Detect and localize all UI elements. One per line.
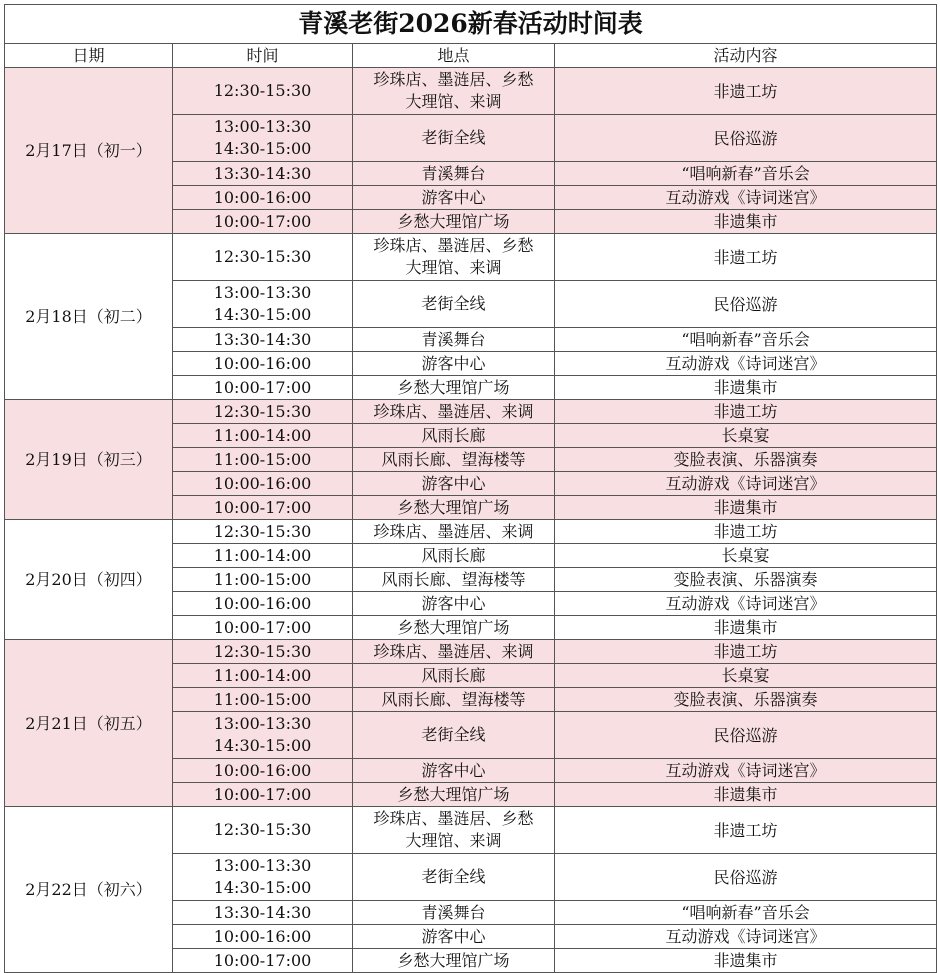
- place-line: 游客中心: [421, 926, 486, 946]
- content-cell: 变脸表演、乐器演奏: [555, 688, 937, 712]
- time-cell: [173, 901, 353, 925]
- content-cell: 长桌宴: [555, 664, 937, 688]
- date-cell: 2月22日（初六）: [5, 807, 173, 973]
- table-row: [5, 234, 937, 281]
- time-cell: [173, 592, 353, 616]
- date-cell: 2月17日（初一）: [5, 68, 173, 234]
- place-cell: [353, 281, 555, 328]
- place-cell: [353, 712, 555, 759]
- place-line: 风雨长廊、望海楼等: [381, 449, 526, 469]
- place-cell: [353, 925, 555, 949]
- time-line: 13:30-14:30: [213, 902, 312, 922]
- time-cell: [173, 496, 353, 520]
- content-cell: 民俗巡游: [555, 854, 937, 901]
- place-cell: [353, 759, 555, 783]
- place-cell: [353, 376, 555, 400]
- place-line: 游客中心: [421, 187, 486, 207]
- place-cell: [353, 448, 555, 472]
- table-row: [5, 520, 937, 544]
- time-cell: [173, 352, 353, 376]
- place-line: 乡愁大理馆广场: [397, 211, 510, 231]
- time-cell: [173, 688, 353, 712]
- time-cell: [173, 448, 353, 472]
- content-cell: 非遗工坊: [555, 807, 937, 854]
- place-line: 大理馆、来调: [405, 258, 502, 277]
- place-line: 游客中心: [421, 593, 486, 613]
- place-line: 风雨长廊: [421, 665, 486, 685]
- time-line: 10:00-16:00: [213, 353, 312, 373]
- place-line: 乡愁大理馆广场: [397, 377, 510, 397]
- time-line: 11:00-14:00: [213, 545, 312, 565]
- time-line: 10:00-17:00: [213, 211, 312, 231]
- time-cell: [173, 783, 353, 807]
- content-cell: 非遗工坊: [555, 400, 937, 424]
- time-cell: [173, 424, 353, 448]
- content-cell: 非遗集市: [555, 616, 937, 640]
- time-line: 10:00-17:00: [213, 950, 312, 970]
- time-line: 13:00-13:30: [213, 283, 312, 302]
- place-line: 游客中心: [421, 760, 486, 780]
- place-line: 乡愁大理馆广场: [397, 950, 510, 970]
- time-cell: [173, 234, 353, 281]
- table-row: [5, 68, 937, 115]
- content-cell: 非遗集市: [555, 949, 937, 973]
- time-cell: [173, 162, 353, 186]
- place-cell: [353, 496, 555, 520]
- place-line: 乡愁大理馆广场: [397, 617, 510, 637]
- time-line: 10:00-17:00: [213, 784, 312, 804]
- time-line: 13:00-13:30: [213, 117, 312, 136]
- time-line: 10:00-16:00: [213, 760, 312, 780]
- time-cell: [173, 712, 353, 759]
- content-cell: 变脸表演、乐器演奏: [555, 568, 937, 592]
- header-content: 活动内容: [555, 44, 937, 68]
- place-line: 珍珠店、墨涟居、乡愁: [373, 70, 534, 89]
- content-cell: 长桌宴: [555, 544, 937, 568]
- time-line: 12:30-15:30: [213, 81, 312, 100]
- time-line: 14:30-15:00: [213, 305, 312, 324]
- time-line: 12:30-15:30: [213, 641, 312, 661]
- content-cell: 非遗集市: [555, 376, 937, 400]
- header-time: 时间: [173, 44, 353, 68]
- time-cell: [173, 568, 353, 592]
- schedule-table: [4, 4, 937, 973]
- content-cell: 非遗集市: [555, 783, 937, 807]
- time-line: 13:00-13:30: [213, 856, 312, 875]
- place-line: 珍珠店、墨涟居、来调: [373, 521, 534, 541]
- time-cell: [173, 544, 353, 568]
- place-cell: [353, 328, 555, 352]
- place-cell: [353, 186, 555, 210]
- place-line: 风雨长廊: [421, 425, 486, 445]
- place-line: 老街全线: [421, 128, 486, 147]
- content-cell: 民俗巡游: [555, 712, 937, 759]
- time-cell: [173, 472, 353, 496]
- schedule-sheet: [4, 4, 936, 973]
- schedule-title: 青溪老街2026新春活动时间表: [5, 5, 937, 44]
- place-line: 珍珠店、墨涟居、乡愁: [373, 809, 534, 828]
- place-cell: [353, 520, 555, 544]
- place-cell: [353, 688, 555, 712]
- place-line: 老街全线: [421, 294, 486, 313]
- place-cell: [353, 472, 555, 496]
- time-cell: [173, 400, 353, 424]
- content-cell: 互动游戏《诗词迷宫》: [555, 592, 937, 616]
- place-cell: [353, 544, 555, 568]
- place-line: 珍珠店、墨涟居、乡愁: [373, 236, 534, 255]
- content-cell: 民俗巡游: [555, 115, 937, 162]
- place-cell: [353, 424, 555, 448]
- place-cell: [353, 807, 555, 854]
- place-cell: [353, 854, 555, 901]
- time-line: 12:30-15:30: [213, 820, 312, 839]
- time-line: 11:00-15:00: [213, 569, 312, 589]
- time-cell: [173, 949, 353, 973]
- time-cell: [173, 68, 353, 115]
- time-cell: [173, 925, 353, 949]
- time-cell: [173, 210, 353, 234]
- time-line: 12:30-15:30: [213, 247, 312, 266]
- schedule-body: [5, 68, 937, 973]
- time-line: 11:00-15:00: [213, 689, 312, 709]
- content-cell: 非遗工坊: [555, 234, 937, 281]
- content-cell: 互动游戏《诗词迷宫》: [555, 472, 937, 496]
- time-line: 12:30-15:30: [213, 521, 312, 541]
- time-line: 11:00-15:00: [213, 449, 312, 469]
- date-cell: 2月18日（初二）: [5, 234, 173, 400]
- place-cell: [353, 115, 555, 162]
- table-row: [5, 640, 937, 664]
- place-line: 乡愁大理馆广场: [397, 784, 510, 804]
- time-line: 13:30-14:30: [213, 163, 312, 183]
- time-cell: [173, 854, 353, 901]
- content-cell: 变脸表演、乐器演奏: [555, 448, 937, 472]
- time-line: 10:00-16:00: [213, 473, 312, 493]
- time-line: 10:00-16:00: [213, 593, 312, 613]
- place-line: 风雨长廊、望海楼等: [381, 569, 526, 589]
- time-line: 13:00-13:30: [213, 714, 312, 733]
- time-line: 10:00-17:00: [213, 377, 312, 397]
- time-cell: [173, 640, 353, 664]
- time-cell: [173, 186, 353, 210]
- place-cell: [353, 592, 555, 616]
- place-cell: [353, 210, 555, 234]
- date-cell: 2月21日（初五）: [5, 640, 173, 807]
- time-cell: [173, 281, 353, 328]
- place-cell: [353, 352, 555, 376]
- time-line: 14:30-15:00: [213, 736, 312, 755]
- place-line: 珍珠店、墨涟居、来调: [373, 641, 534, 661]
- time-cell: [173, 807, 353, 854]
- content-cell: 互动游戏《诗词迷宫》: [555, 186, 937, 210]
- content-cell: 非遗集市: [555, 496, 937, 520]
- place-cell: [353, 162, 555, 186]
- date-cell: 2月20日（初四）: [5, 520, 173, 640]
- place-line: 青溪舞台: [421, 163, 486, 183]
- place-line: 青溪舞台: [421, 329, 486, 349]
- content-cell: 互动游戏《诗词迷宫》: [555, 759, 937, 783]
- time-cell: [173, 115, 353, 162]
- place-cell: [353, 640, 555, 664]
- content-cell: “唱响新春”音乐会: [555, 901, 937, 925]
- content-cell: 长桌宴: [555, 424, 937, 448]
- place-cell: [353, 234, 555, 281]
- content-cell: 非遗工坊: [555, 640, 937, 664]
- place-line: 大理馆、来调: [405, 92, 502, 111]
- header-place: 地点: [353, 44, 555, 68]
- date-cell: 2月19日（初三）: [5, 400, 173, 520]
- time-cell: [173, 759, 353, 783]
- content-cell: “唱响新春”音乐会: [555, 328, 937, 352]
- place-cell: [353, 616, 555, 640]
- place-cell: [353, 664, 555, 688]
- place-line: 青溪舞台: [421, 902, 486, 922]
- time-line: 13:30-14:30: [213, 329, 312, 349]
- content-cell: 非遗工坊: [555, 520, 937, 544]
- place-line: 珍珠店、墨涟居、来调: [373, 401, 534, 421]
- content-cell: 互动游戏《诗词迷宫》: [555, 352, 937, 376]
- place-line: 老街全线: [421, 867, 486, 886]
- content-cell: 互动游戏《诗词迷宫》: [555, 925, 937, 949]
- place-cell: [353, 68, 555, 115]
- place-cell: [353, 949, 555, 973]
- time-cell: [173, 664, 353, 688]
- time-line: 10:00-16:00: [213, 926, 312, 946]
- time-cell: [173, 520, 353, 544]
- time-line: 11:00-14:00: [213, 665, 312, 685]
- place-line: 风雨长廊、望海楼等: [381, 689, 526, 709]
- content-cell: 非遗集市: [555, 210, 937, 234]
- place-line: 老街全线: [421, 725, 486, 744]
- time-line: 14:30-15:00: [213, 878, 312, 897]
- time-line: 10:00-17:00: [213, 617, 312, 637]
- place-line: 游客中心: [421, 473, 486, 493]
- content-cell: 民俗巡游: [555, 281, 937, 328]
- time-line: 10:00-17:00: [213, 497, 312, 517]
- content-cell: 非遗工坊: [555, 68, 937, 115]
- place-cell: [353, 783, 555, 807]
- place-line: 乡愁大理馆广场: [397, 497, 510, 517]
- table-row: [5, 807, 937, 854]
- time-line: 11:00-14:00: [213, 425, 312, 445]
- place-cell: [353, 400, 555, 424]
- time-cell: [173, 328, 353, 352]
- header-date: 日期: [5, 44, 173, 68]
- time-cell: [173, 376, 353, 400]
- place-line: 游客中心: [421, 353, 486, 373]
- time-line: 12:30-15:30: [213, 401, 312, 421]
- time-line: 10:00-16:00: [213, 187, 312, 207]
- place-cell: [353, 901, 555, 925]
- time-line: 14:30-15:00: [213, 139, 312, 158]
- time-cell: [173, 616, 353, 640]
- place-cell: [353, 568, 555, 592]
- table-row: [5, 400, 937, 424]
- place-line: 大理馆、来调: [405, 831, 502, 850]
- place-line: 风雨长廊: [421, 545, 486, 565]
- content-cell: “唱响新春”音乐会: [555, 162, 937, 186]
